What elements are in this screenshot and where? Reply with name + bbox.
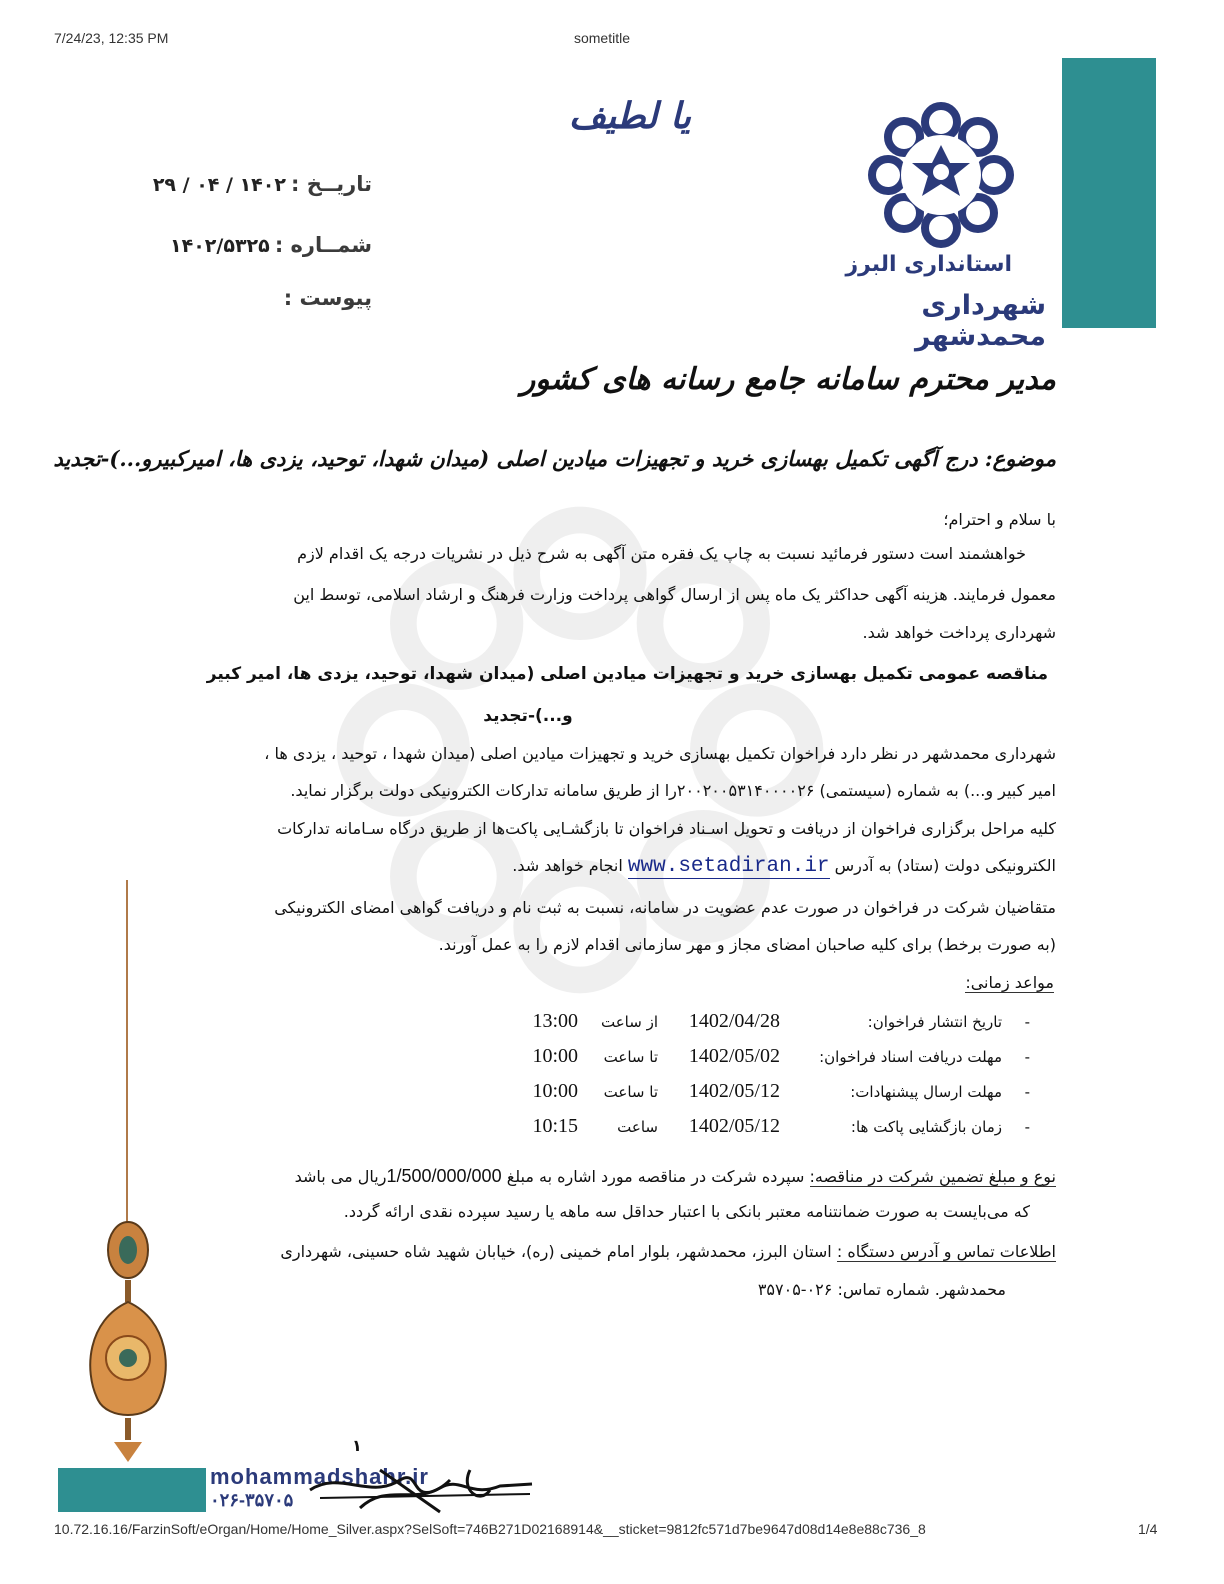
contact-line-2: محمدشهر. شماره تماس: ۰۲۶-۳۵۷۰۵	[757, 1280, 1006, 1299]
schedule-label: زمان بازگشایی پاکت ها:	[850, 1117, 1002, 1136]
attachment-label: پیوست :	[283, 286, 372, 310]
contact-line-1	[120, 1236, 1056, 1268]
para2-after-link: انجام خواهد شد.	[512, 856, 623, 875]
notice-title-2	[120, 700, 1056, 732]
notice-title-1: مناقصه عمومی تکمیل بهسازی خرید و تجهیزات میادین اصلی (میدان شهدا، توحید، یزدی ها، امیر کبیر	[206, 664, 1048, 684]
guarantee-text-a: سپرده شرکت در مناقصه مورد اشاره به مبلغ	[506, 1167, 805, 1186]
print-url: 10.72.16.16/FarzinSoft/eOrgan/Home/Home_Silver.aspx?SelSoft=746B271D02168914&__sticket=9812fc571d7be9647d08d14e8e88c736_8	[54, 1521, 926, 1537]
para2-before-link: الکترونیکی دولت (ستاد) به آدرس	[834, 856, 1056, 875]
schedule-prefix: از ساعت	[601, 1012, 658, 1031]
teal-bar	[1062, 58, 1156, 328]
number-label: شمــاره :	[274, 233, 372, 257]
guarantee-line-1	[120, 1160, 1056, 1193]
schedule-date: 1402/05/02	[688, 1045, 780, 1067]
guarantee-amount: 1/500/000/000	[386, 1166, 502, 1186]
intro-line-1: خواهشمند است دستور فرمائید نسبت به چاپ یک فقره متن آگهی به شرح ذیل در نشریات درجه یک اقدام لازم	[297, 544, 1026, 563]
schedule-heading-text: مواعد زمانی:	[965, 973, 1054, 992]
schedule-row	[460, 1074, 1030, 1109]
para3-line-1: متقاضیان شرکت در فراخوان در صورت عدم عضویت در سامانه، نسبت به ثبت نام و دریافت گواهی امضای الکترونیکی	[274, 898, 1056, 917]
para1-line-2: امیر کبیر و...) به شماره (سیستمی) ۲۰۰۲۰۰۵۳۱۴۰۰۰۰۲۶را از طریق سامانه تدارکات الکترونیکی دولت برگزار نماید.	[290, 781, 1056, 800]
recipient-title: مدیر محترم سامانه جامع رسانه های کشور	[520, 362, 1056, 397]
guarantee-text-b: ریال می باشد	[294, 1167, 387, 1186]
schedule-row	[460, 1004, 1030, 1039]
schedule-heading	[900, 967, 1054, 999]
schedule-date: 1402/04/28	[688, 1010, 780, 1032]
schedule-bullet: -	[1024, 1012, 1030, 1031]
footer-page-mark: ۱	[352, 1436, 362, 1455]
ornament-stem	[126, 880, 128, 1240]
meta-attachment	[100, 286, 372, 310]
intro-line-3: شهرداری پرداخت خواهد شد.	[862, 623, 1056, 642]
footer-phone: ۰۲۶-۳۵۷۰۵	[210, 1490, 294, 1510]
schedule-time: 10:15	[532, 1115, 578, 1137]
schedule-label: مهلت ارسال پیشنهادات:	[850, 1082, 1002, 1101]
print-page-number: 1/4	[1138, 1521, 1158, 1537]
para2-line-1: کلیه مراحل برگزاری فراخوان از دریافت و تحویل اسـناد فراخوان تا بازگشـایی پاکت‌ها از طریق درگاه سـامانه تدارکات	[277, 819, 1056, 838]
org-line-1: استانداری البرز	[845, 252, 1012, 277]
schedule-table	[460, 1004, 1030, 1144]
schedule-prefix: تا ساعت	[603, 1047, 658, 1066]
date-value: ۱۴۰۲ / ۰۴ / ۲۹	[152, 174, 286, 196]
para1-line-1: شهرداری محمدشهر در نظر دارد فراخوان تکمیل بهسازی خرید و تجهیزات میادین اصلی (میدان شهدا ، توحید ، یزدی ها ،	[264, 744, 1056, 763]
schedule-row	[460, 1109, 1030, 1144]
schedule-date: 1402/05/12	[688, 1080, 780, 1102]
date-label: تاریــخ :	[291, 172, 372, 196]
ornament-icon	[78, 1220, 178, 1465]
org-line-2: شهرداری محمدشهر	[914, 290, 1046, 352]
schedule-time: 13:00	[532, 1010, 578, 1032]
invocation-calligraphy: یا لطیف	[568, 95, 692, 137]
para3-line-2: (به صورت برخط) برای کلیه صاحبان امضای مجاز و مهر سازمانی اقدام لازم را به عمل آورند.	[438, 935, 1056, 954]
schedule-row	[460, 1039, 1030, 1074]
schedule-time: 10:00	[532, 1080, 578, 1102]
number-value: ۱۴۰۲/۵۳۲۵	[170, 235, 270, 257]
schedule-bullet: -	[1024, 1117, 1030, 1136]
subject-line: موضوع: درج آگهی تکمیل بهسازی خرید و تجهیزات میادین اصلی (میدان شهدا، توحید، یزدی ها، امیرکبیرو...)-تجدید	[53, 446, 1056, 471]
schedule-bullet: -	[1024, 1047, 1030, 1066]
contact-text-1: استان البرز، محمدشهر، بلوار امام خمینی (ره)، خیابان شهید شاه حسینی، شهرداری	[280, 1242, 832, 1261]
municipality-logo-icon	[866, 100, 1016, 250]
contact-label: اطلاعات تماس و آدرس دستگاه :	[836, 1242, 1056, 1261]
schedule-prefix: ساعت	[617, 1117, 658, 1136]
schedule-label: تاریخ انتشار فراخوان:	[867, 1012, 1002, 1031]
schedule-label: مهلت دریافت اسناد فراخوان:	[819, 1047, 1002, 1066]
print-datetime: 7/24/23, 12:35 PM	[54, 30, 169, 46]
schedule-time: 10:00	[532, 1045, 578, 1067]
para2-line-2	[120, 850, 1056, 883]
meta-date	[100, 172, 372, 196]
signature-icon	[300, 1450, 540, 1520]
guarantee-label: نوع و مبلغ تضمین شرکت در مناقصه:	[809, 1167, 1056, 1186]
schedule-date: 1402/05/12	[688, 1115, 780, 1137]
meta-number	[100, 233, 372, 257]
setadiran-link[interactable]: www.setadiran.ir	[627, 855, 830, 878]
schedule-bullet: -	[1024, 1082, 1030, 1101]
print-title: sometitle	[573, 30, 631, 46]
schedule-prefix: تا ساعت	[603, 1082, 658, 1101]
footer-site: mohammadshahr.ir	[210, 1464, 429, 1489]
greeting: با سلام و احترام؛	[943, 510, 1056, 529]
guarantee-line-2: که می‌بایست به صورت ضمانتنامه معتبر بانکی با اعتبار حداقل سه ماهه یا رسید سپرده نقدی ارائه گردد.	[343, 1202, 1030, 1221]
notice-title-2-text: و...)-تجدید	[483, 706, 573, 726]
intro-line-2: معمول فرمایند. هزینه آگهی حداکثر یک ماه پس از ارسال گواهی پرداخت وزارت فرهنگ و ارشاد اسلامی، توسط این	[293, 585, 1056, 604]
footer-teal-band	[58, 1468, 206, 1512]
